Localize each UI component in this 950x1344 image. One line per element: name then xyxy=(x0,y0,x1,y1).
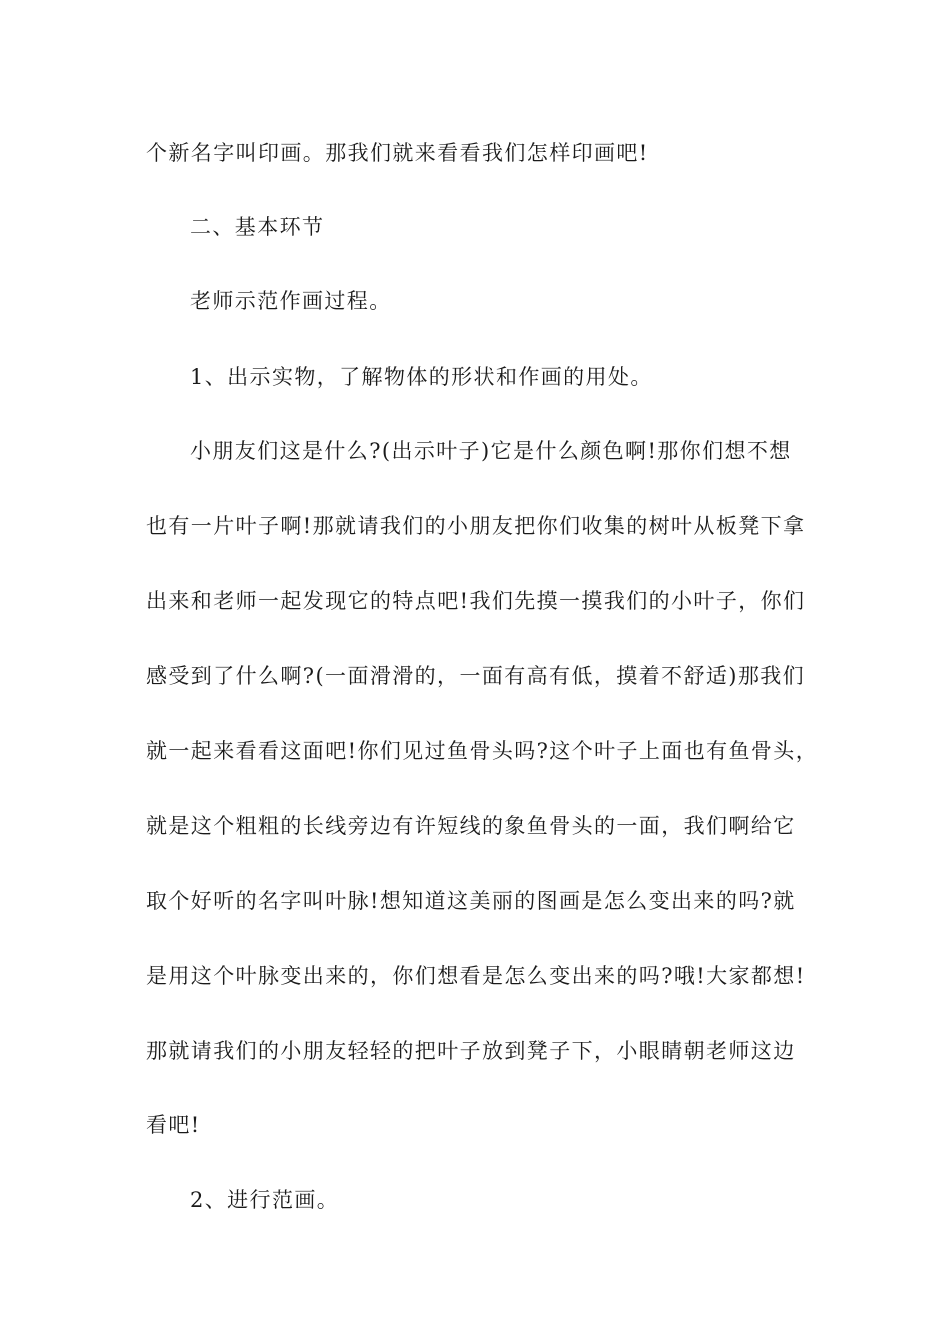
paragraph-line: 就是这个粗粗的长线旁边有许短线的象鱼骨头的一面，我们啊给它 xyxy=(146,814,796,838)
paragraph-line: 就一起来看看这面吧!你们见过鱼骨头吗?这个叶子上面也有鱼骨头， xyxy=(146,739,819,763)
section-heading: 二、基本环节 xyxy=(190,215,325,239)
numbered-item: 2、进行范画。 xyxy=(190,1188,340,1212)
paragraph-line: 个新名字叫印画。那我们就来看看我们怎样印画吧! xyxy=(146,141,649,165)
paragraph-line: 取个好听的名字叫叶脉!想知道这美丽的图画是怎么变出来的吗?就 xyxy=(146,889,796,913)
paragraph-line: 感受到了什么啊?(一面滑滑的，一面有高有低，摸着不舒适)那我们 xyxy=(146,664,806,688)
paragraph-line: 看吧! xyxy=(146,1113,201,1137)
paragraph-line: 那就请我们的小朋友轻轻的把叶子放到凳子下，小眼睛朝老师这边 xyxy=(146,1039,796,1063)
paragraph-line: 也有一片叶子啊!那就请我们的小朋友把你们收集的树叶从板凳下拿 xyxy=(146,514,806,538)
paragraph-line: 小朋友们这是什么?(出示叶子)它是什么颜色啊!那你们想不想 xyxy=(190,439,792,463)
numbered-item: 1、出示实物，了解物体的形状和作画的用处。 xyxy=(190,365,653,389)
paragraph-line: 是用这个叶脉变出来的，你们想看是怎么变出来的吗?哦!大家都想! xyxy=(146,964,806,988)
paragraph-line: 出来和老师一起发现它的特点吧!我们先摸一摸我们的小叶子，你们 xyxy=(146,589,806,613)
paragraph-line: 老师示范作画过程。 xyxy=(190,289,392,313)
